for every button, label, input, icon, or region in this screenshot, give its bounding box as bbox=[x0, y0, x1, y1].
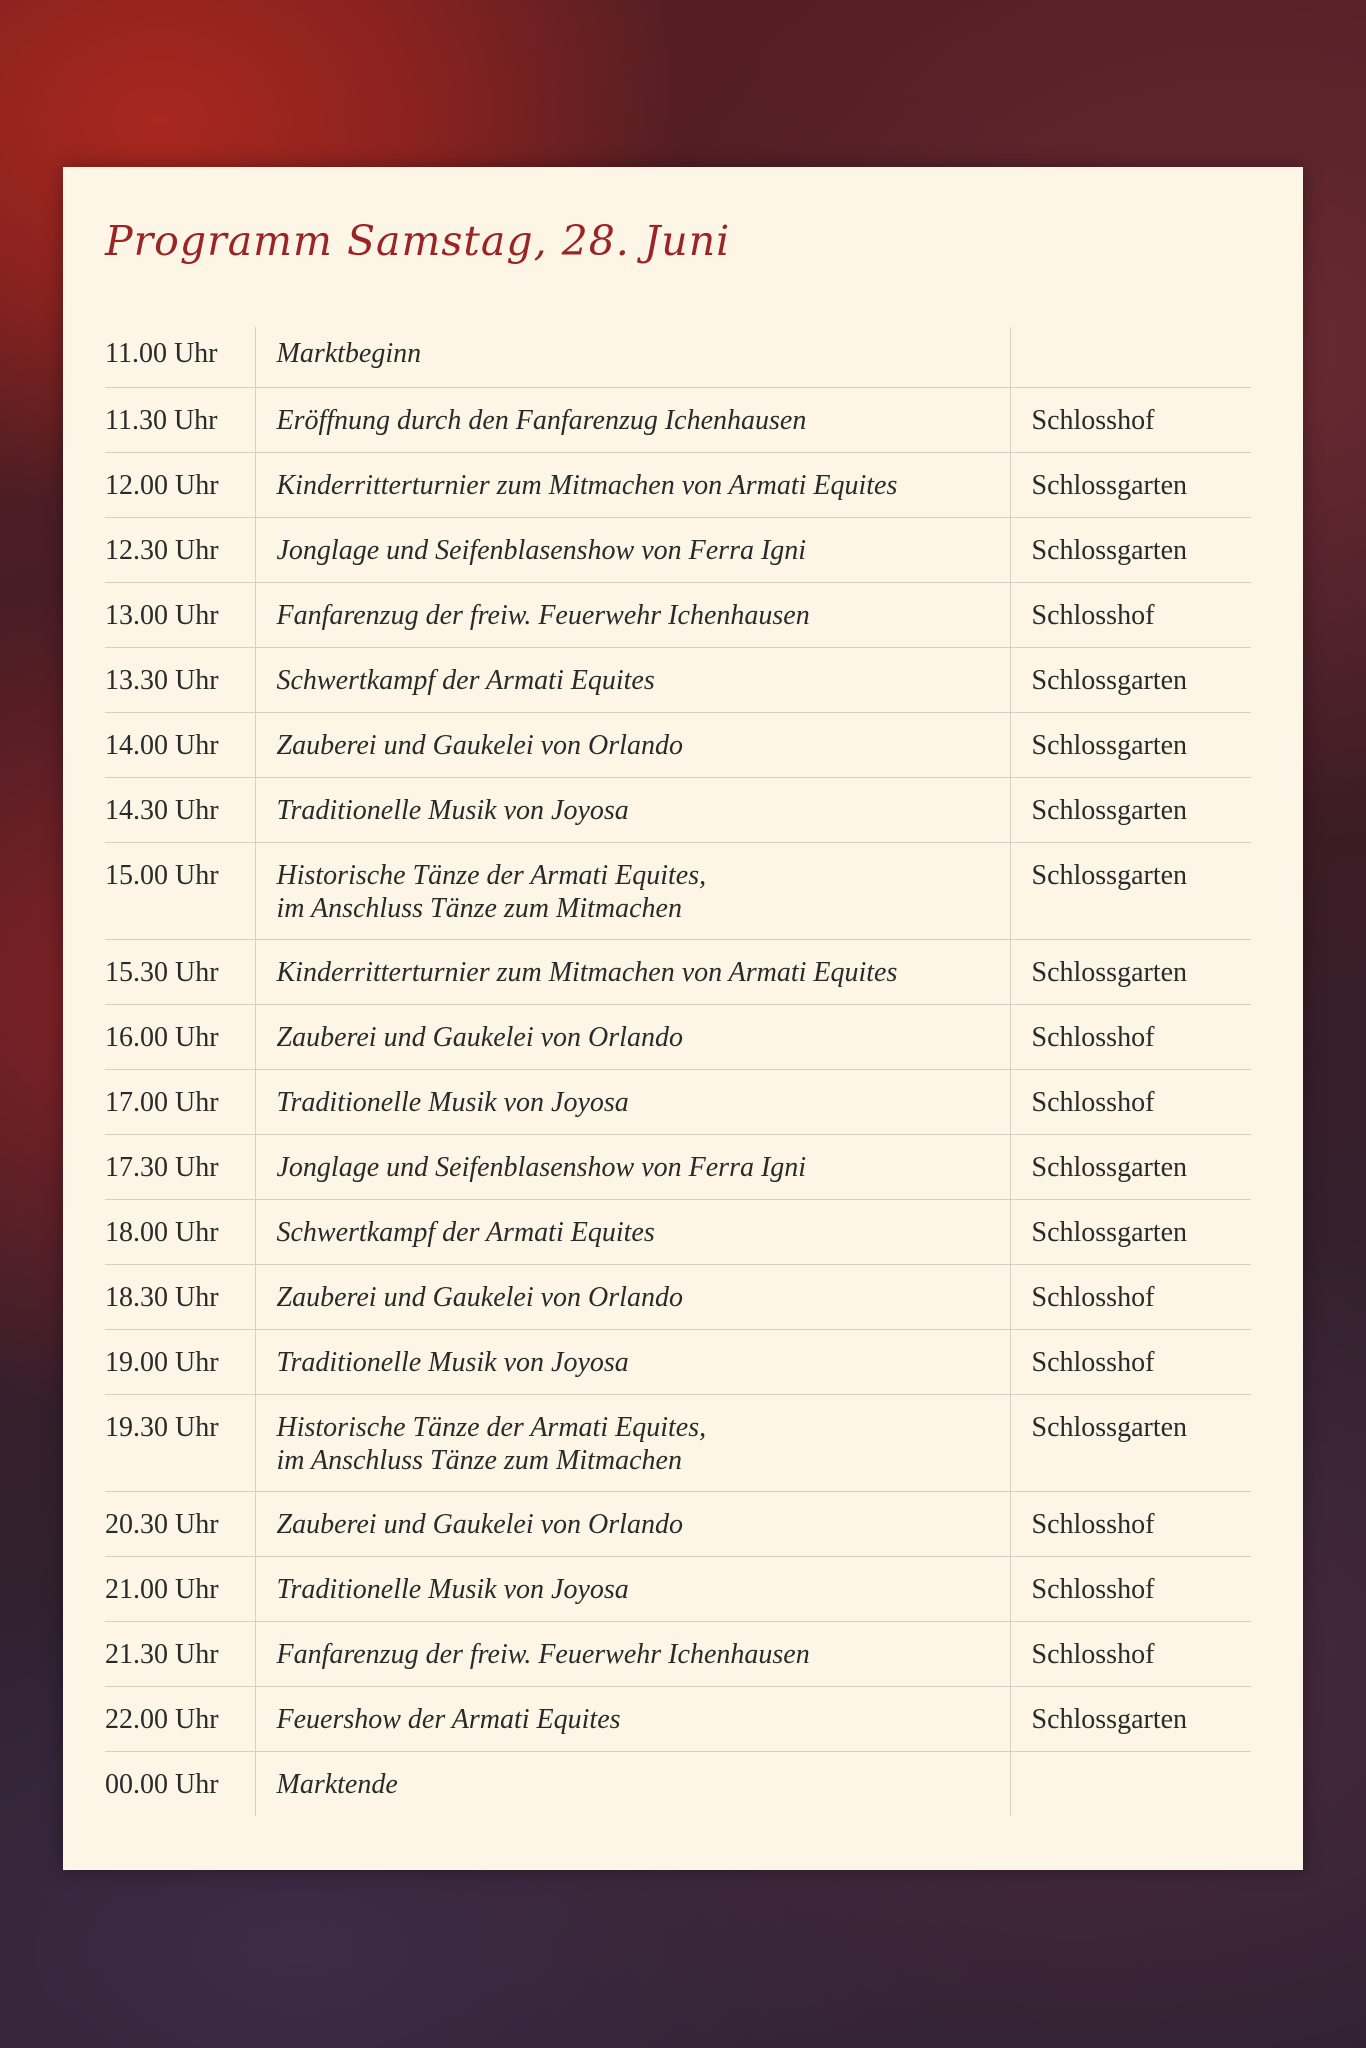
schedule-time: 13.00 Uhr bbox=[105, 582, 255, 647]
schedule-row bbox=[105, 1556, 1251, 1621]
schedule-event: Schwertkampf der Armati Equites bbox=[255, 647, 1010, 712]
schedule-event: Zauberei und Gaukelei von Orlando bbox=[255, 1004, 1010, 1069]
schedule-row bbox=[105, 647, 1251, 712]
schedule-event: Historische Tänze der Armati Equites, im Anschluss Tänze zum Mitmachen bbox=[255, 842, 1010, 939]
schedule-time: 12.30 Uhr bbox=[105, 517, 255, 582]
schedule-row bbox=[105, 517, 1251, 582]
schedule-time: 15.00 Uhr bbox=[105, 842, 255, 939]
schedule-location: Schlosshof bbox=[1010, 1004, 1251, 1069]
schedule-location: Schlossgarten bbox=[1010, 712, 1251, 777]
schedule-row bbox=[105, 1491, 1251, 1556]
schedule-location: Schlossgarten bbox=[1010, 777, 1251, 842]
schedule-row bbox=[105, 1751, 1251, 1816]
schedule-row bbox=[105, 1264, 1251, 1329]
schedule-location: Schlossgarten bbox=[1010, 1686, 1251, 1751]
schedule-row bbox=[105, 712, 1251, 777]
schedule-event: Jonglage und Seifenblasenshow von Ferra Igni bbox=[255, 517, 1010, 582]
schedule-time: 21.30 Uhr bbox=[105, 1621, 255, 1686]
schedule-time: 15.30 Uhr bbox=[105, 939, 255, 1004]
schedule-time: 13.30 Uhr bbox=[105, 647, 255, 712]
schedule-row bbox=[105, 1686, 1251, 1751]
schedule-location: Schlosshof bbox=[1010, 582, 1251, 647]
schedule-event: Zauberei und Gaukelei von Orlando bbox=[255, 712, 1010, 777]
schedule-time: 18.00 Uhr bbox=[105, 1199, 255, 1264]
schedule-time: 20.30 Uhr bbox=[105, 1491, 255, 1556]
schedule-row bbox=[105, 387, 1251, 452]
program-card bbox=[63, 167, 1303, 1870]
schedule-time: 11.30 Uhr bbox=[105, 387, 255, 452]
schedule-location: Schlossgarten bbox=[1010, 939, 1251, 1004]
schedule-event: Fanfarenzug der freiw. Feuerwehr Ichenhausen bbox=[255, 582, 1010, 647]
schedule-row bbox=[105, 1004, 1251, 1069]
schedule-time: 17.30 Uhr bbox=[105, 1134, 255, 1199]
schedule-location: Schlossgarten bbox=[1010, 517, 1251, 582]
schedule-location: Schlosshof bbox=[1010, 1069, 1251, 1134]
schedule-location: Schlossgarten bbox=[1010, 647, 1251, 712]
schedule-event: Zauberei und Gaukelei von Orlando bbox=[255, 1264, 1010, 1329]
schedule-table bbox=[105, 327, 1251, 1816]
schedule-location: Schlosshof bbox=[1010, 387, 1251, 452]
schedule-location: Schlossgarten bbox=[1010, 842, 1251, 939]
schedule-event: Marktende bbox=[255, 1751, 1010, 1816]
schedule-time: 17.00 Uhr bbox=[105, 1069, 255, 1134]
schedule-location: Schlossgarten bbox=[1010, 1199, 1251, 1264]
schedule-location: Schlossgarten bbox=[1010, 1134, 1251, 1199]
schedule-row bbox=[105, 327, 1251, 387]
schedule-time: 19.30 Uhr bbox=[105, 1394, 255, 1491]
schedule-row bbox=[105, 1329, 1251, 1394]
schedule-event: Schwertkampf der Armati Equites bbox=[255, 1199, 1010, 1264]
schedule-event: Historische Tänze der Armati Equites, im Anschluss Tänze zum Mitmachen bbox=[255, 1394, 1010, 1491]
schedule-location bbox=[1010, 327, 1251, 387]
schedule-row bbox=[105, 1199, 1251, 1264]
schedule-row bbox=[105, 777, 1251, 842]
schedule-row bbox=[105, 1134, 1251, 1199]
schedule-event: Feuershow der Armati Equites bbox=[255, 1686, 1010, 1751]
schedule-time: 21.00 Uhr bbox=[105, 1556, 255, 1621]
schedule-event: Fanfarenzug der freiw. Feuerwehr Ichenhausen bbox=[255, 1621, 1010, 1686]
schedule-event: Eröffnung durch den Fanfarenzug Ichenhausen bbox=[255, 387, 1010, 452]
schedule-body bbox=[105, 327, 1251, 1816]
schedule-location: Schlosshof bbox=[1010, 1329, 1251, 1394]
schedule-time: 00.00 Uhr bbox=[105, 1751, 255, 1816]
schedule-time: 19.00 Uhr bbox=[105, 1329, 255, 1394]
schedule-row bbox=[105, 582, 1251, 647]
schedule-location: Schlosshof bbox=[1010, 1621, 1251, 1686]
schedule-event: Traditionelle Musik von Joyosa bbox=[255, 777, 1010, 842]
page-title: Programm Samstag, 28. Juni bbox=[105, 217, 731, 265]
schedule-row bbox=[105, 842, 1251, 939]
schedule-row bbox=[105, 452, 1251, 517]
schedule-event: Kinderritterturnier zum Mitmachen von Armati Equites bbox=[255, 452, 1010, 517]
schedule-event: Traditionelle Musik von Joyosa bbox=[255, 1556, 1010, 1621]
schedule-time: 14.30 Uhr bbox=[105, 777, 255, 842]
schedule-row bbox=[105, 1394, 1251, 1491]
schedule-location: Schlosshof bbox=[1010, 1491, 1251, 1556]
schedule-time: 18.30 Uhr bbox=[105, 1264, 255, 1329]
schedule-location: Schlossgarten bbox=[1010, 1394, 1251, 1491]
schedule-event: Marktbeginn bbox=[255, 327, 1010, 387]
schedule-event: Traditionelle Musik von Joyosa bbox=[255, 1329, 1010, 1394]
schedule-time: 14.00 Uhr bbox=[105, 712, 255, 777]
schedule-time: 12.00 Uhr bbox=[105, 452, 255, 517]
schedule-event: Zauberei und Gaukelei von Orlando bbox=[255, 1491, 1010, 1556]
schedule-row bbox=[105, 1069, 1251, 1134]
schedule-location: Schlosshof bbox=[1010, 1264, 1251, 1329]
schedule-time: 11.00 Uhr bbox=[105, 327, 255, 387]
schedule-location: Schlossgarten bbox=[1010, 452, 1251, 517]
schedule-row bbox=[105, 939, 1251, 1004]
schedule-event: Jonglage und Seifenblasenshow von Ferra Igni bbox=[255, 1134, 1010, 1199]
schedule-location: Schlosshof bbox=[1010, 1556, 1251, 1621]
schedule-time: 16.00 Uhr bbox=[105, 1004, 255, 1069]
schedule-row bbox=[105, 1621, 1251, 1686]
schedule-event: Traditionelle Musik von Joyosa bbox=[255, 1069, 1010, 1134]
schedule-time: 22.00 Uhr bbox=[105, 1686, 255, 1751]
schedule-event: Kinderritterturnier zum Mitmachen von Armati Equites bbox=[255, 939, 1010, 1004]
schedule-location bbox=[1010, 1751, 1251, 1816]
